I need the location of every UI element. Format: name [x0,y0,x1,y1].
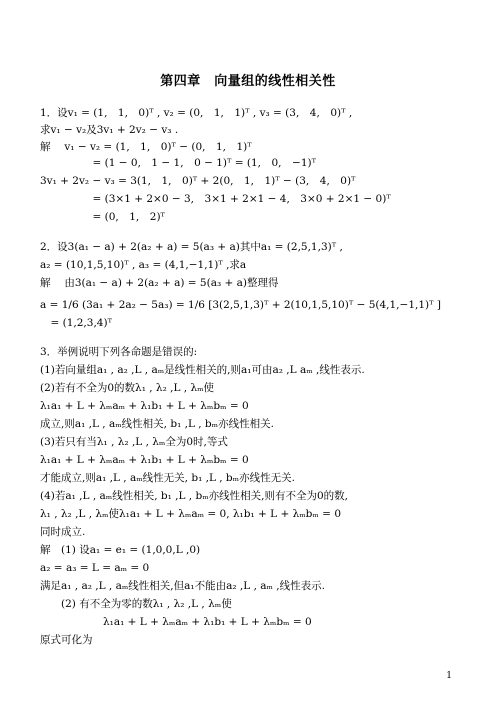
text-line: 同时成立. [40,526,86,538]
page-number: 1 [446,671,452,681]
text-line: λ₁a₁ + L + λₘaₘ + λ₁b₁ + L + λₘbₘ = 0 [40,616,312,628]
text-line: 3．举例说明下列各命题是错误的: [40,346,198,358]
text-line: = (3×1 + 2×0 − 3, 3×1 + 2×1 − 4, 3×0 + 2×1 − 0)ᵀ [40,193,391,205]
text-line: λ₁ , λ₂ ,L , λₘ使λ₁a₁ + L + λₘaₘ = 0, λ₁b₁ + L + λₘbₘ = 0 [40,508,341,520]
text-line: = (1,2,3,4)ᵀ [40,317,112,329]
text-line: λ₁a₁ + L + λₘaₘ + λ₁b₁ + L + λₘbₘ = 0 [40,400,249,412]
text-line: 满足a₁ , a₂ ,L , aₘ线性相关,但a₁不能由a₂ ,L , aₘ ,线性表示. [40,580,325,592]
text-line: 解 由3(a₁ − a) + 2(a₂ + a) = 5(a₃ + a)整理得 [40,277,279,289]
text-line: 3v₁ + 2v₂ − v₃ = 3(1, 1, 0)ᵀ + 2(0, 1, 1)ᵀ − (3, 4, 0)ᵀ [40,175,356,187]
text-line: a₂ = (10,1,5,10)ᵀ , a₃ = (4,1,−1,1)ᵀ ,求a [40,259,247,271]
text-line: (2) 有不全为零的数λ₁ , λ₂ ,L , λₘ使 [40,598,232,610]
text-line: 解 (1) 设a₁ = e₁ = (1,0,0,L ,0) [40,544,201,556]
text-line: (1)若向量组a₁ , a₂ ,L , aₘ是线性相关的,则a₁可由a₂ ,L aₘ ,线性表示. [40,364,365,376]
text-line: 解 v₁ − v₂ = (1, 1, 0)ᵀ − (0, 1, 1)ᵀ [40,141,252,153]
text-line: 原式可化为 [40,634,93,646]
text-line: 1．设v₁ = (1, 1, 0)ᵀ , v₂ = (0, 1, 1)ᵀ , v₃ = (3, 4, 0)ᵀ , [40,107,353,119]
chapter-title: 第四章 向量组的线性相关性 [160,74,336,89]
text-line: 求v₁ − v₂及3v₁ + 2v₂ − v₃ . [40,124,179,136]
text-line: λ₁a₁ + L + λₘaₘ + λ₁b₁ + L + λₘbₘ = 0 [40,454,249,466]
text-line: 2．设3(a₁ − a) + 2(a₂ + a) = 5(a₃ + a)其中a₁ = (2,5,1,3)ᵀ , [40,241,343,253]
text-line: (2)若有不全为0的数λ₁ , λ₂ ,L , λₘ使 [40,382,215,394]
text-line: (4)若a₁ ,L , aₘ线性相关, b₁ ,L , bₘ亦线性相关,则有不全为0的数, [40,490,348,502]
text-line: 成立,则a₁ ,L , aₘ线性相关, b₁ ,L , bₘ亦线性相关. [40,418,274,430]
text-line: = (0, 1, 2)ᵀ [40,211,165,223]
text-line: 才能成立,则a₁ ,L , aₘ线性无关, b₁ ,L , bₘ亦线性无关. [40,472,295,484]
text-line: a = 1/6 (3a₁ + 2a₂ − 5a₃) = 1/6 [3(2,5,1,3)ᵀ + 2(10,1,5,10)ᵀ − 5(4,1,−1,1)ᵀ ] [40,299,441,311]
text-line: a₂ = a₃ = L = aₘ = 0 [40,562,150,574]
text-line: (3)若只有当λ₁ , λ₂ ,L , λₘ全为0时,等式 [40,436,228,448]
text-line: = (1 − 0, 1 − 1, 0 − 1)ᵀ = (1, 0, −1)ᵀ [40,157,317,169]
